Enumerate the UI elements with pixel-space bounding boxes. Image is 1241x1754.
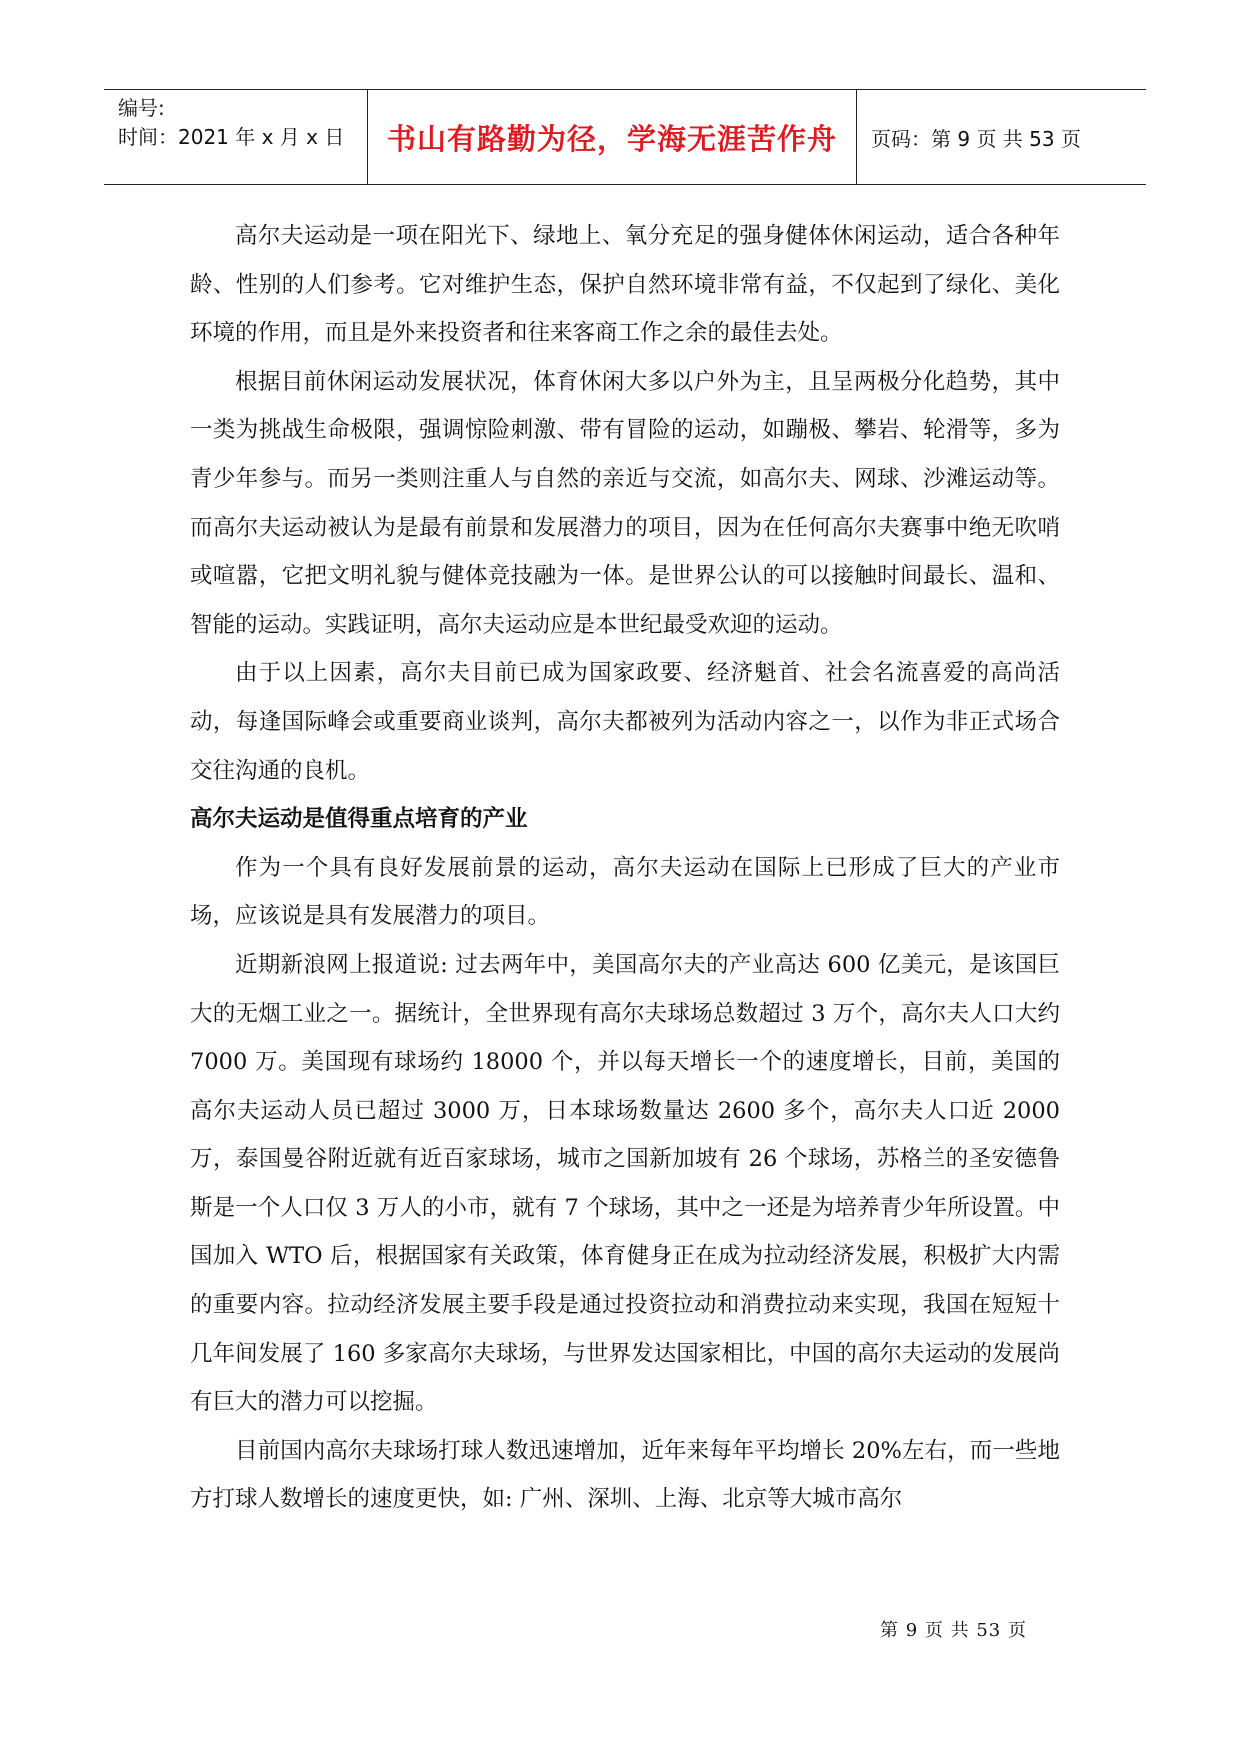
header-page-label: 页码：第 9 页 共 53 页 xyxy=(871,126,1081,151)
header-meta-cell xyxy=(104,90,368,184)
paragraph-5: 近期新浪网上报道说: 过去两年中，美国高尔夫的产业高达 600 亿美元，是该国巨大的无烟工业之一。据统计，全世界现有高尔夫球场总数超过 3 万个，高尔夫人口大约 7000 万。美国现有球场约 18000 个，并以每天增长一个的速度增长，目前，美国的高尔夫运动人员已超过 3000 万，日本球场数量达 2600 多个，高尔夫人口近 2000 万，泰国曼谷附近就有近百家球场，城市之国新加坡有 26 个球场，苏格兰的圣安德鲁斯是一个人口仅 3 万人的小市，就有 7 个球场，其中之一还是为培养青少年所设置。中国加入 WTO 后，根据国家有关政策，体育健身正在成为拉动经济发展，积极扩大内需的重要内容。拉动经济发展主要手段是通过投资拉动和消费拉动来实现，我国在短短十几年间发展了 160 多家高尔夫球场，与世界发达国家相比，中国的高尔夫运动的发展尚有巨大的潜力可以挖掘。 xyxy=(190,951,1060,1416)
section-heading: 高尔夫运动是值得重点培育的产业 xyxy=(190,806,528,833)
paragraph-3: 由于以上因素，高尔夫目前已成为国家政要、经济魁首、社会名流喜爱的高尚活动，每逢国际峰会或重要商业谈判，高尔夫都被列为活动内容之一，以作为非正式场合交往沟通的良机。 xyxy=(190,660,1060,784)
paragraph-2: 根据目前休闲运动发展状况，体育休闲大多以户外为主，且呈两极分化趋势，其中一类为挑战生命极限，强调惊险刺激、带有冒险的运动，如蹦极、攀岩、轮滑等，多为青少年参与。而另一类则注重人与自然的亲近与交流，如高尔夫、网球、沙滩运动等。而高尔夫运动被认为是最有前景和发展潜力的项目，因为在任何高尔夫赛事中绝无吹哨或喧嚣，它把文明礼貌与健体竞技融为一体。是世界公认的可以接触时间最长、温和、智能的运动。实践证明，高尔夫运动应是本世纪最受欢迎的运动。 xyxy=(190,368,1060,638)
paragraph-6: 目前国内高尔夫球场打球人数迅速增加，近年来每年平均增长 20%左右，而一些地方打球人数增长的速度更快，如: 广州、深圳、上海、北京等大城市高尔 xyxy=(190,1437,1060,1513)
header-motto-cell xyxy=(368,90,857,184)
paragraph-4: 作为一个具有良好发展前景的运动，高尔夫运动在国际上已形成了巨大的产业市场，应该说是具有发展潜力的项目。 xyxy=(190,854,1060,930)
number-label: 编号: xyxy=(118,96,165,120)
page-footer: 第 9 页 共 53 页 xyxy=(880,1620,1027,1641)
motto-text: 书山有路勤为径，学海无涯苦作舟 xyxy=(386,121,837,156)
time-label: 时间：2021 年 x 月 x 日 xyxy=(118,125,345,149)
paragraph-1: 高尔夫运动是一项在阳光下、绿地上、氧分充足的强身健体休闲运动，适合各种年龄、性别的人们参考。它对维护生态，保护自然环境非常有益，不仅起到了绿化、美化环境的作用，而且是外来投资者和往来客商工作之余的最佳去处。 xyxy=(190,223,1060,347)
document-body xyxy=(190,212,1060,1524)
header-page-cell xyxy=(857,90,1146,184)
header-table xyxy=(104,89,1146,185)
